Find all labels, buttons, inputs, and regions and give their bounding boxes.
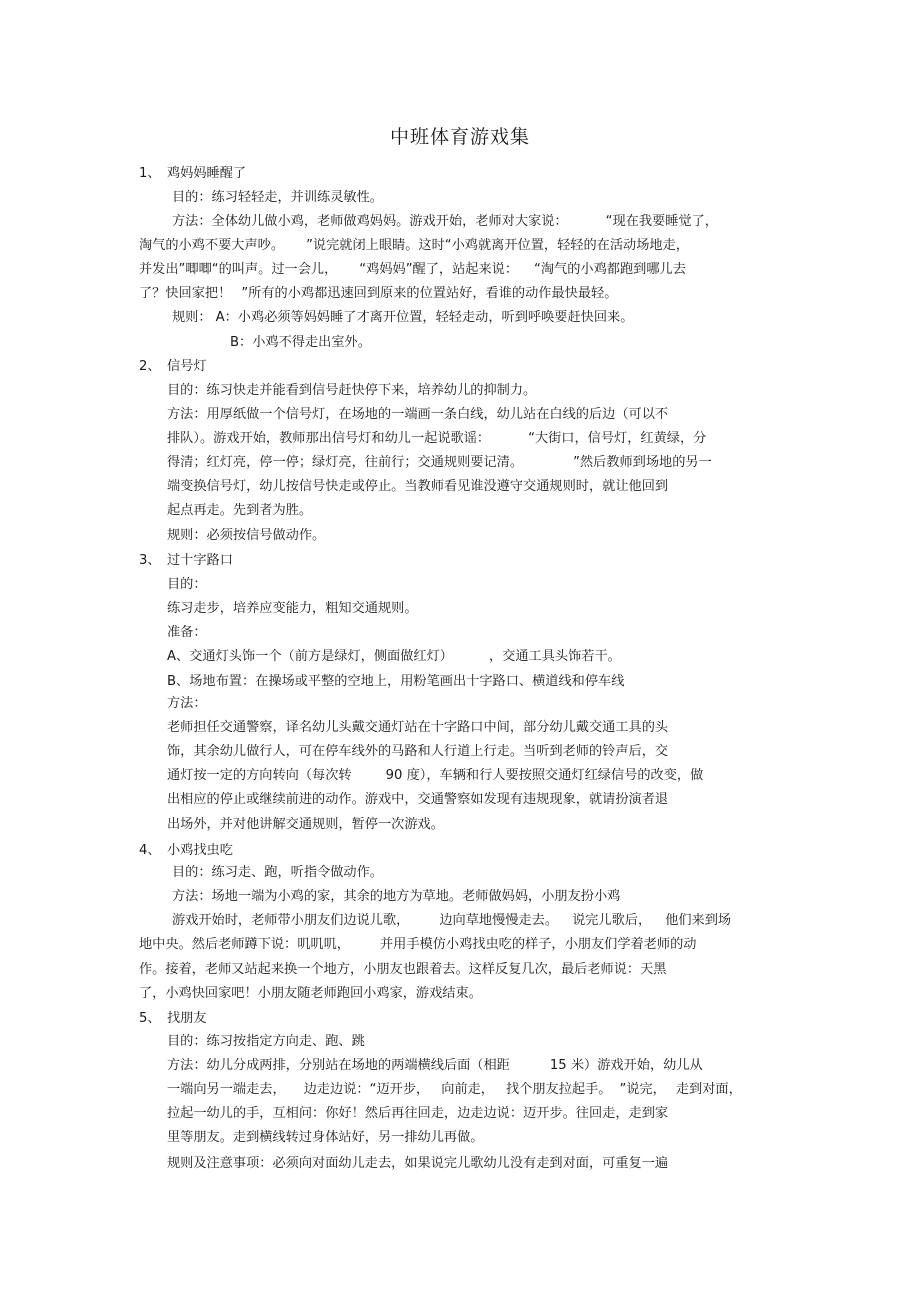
paragraph-line: 通灯按一定的方向转向（每次转 90 度），车辆和行人要按照交通灯红绿信号的改变，做 <box>167 768 704 783</box>
paragraph-line: 方法：场地一端为小鸡的家，其余的地方为草地。老师做妈妈，小朋友扮小鸡 <box>172 889 621 904</box>
paragraph-line: 老师担任交通警察，译名幼儿头戴交通灯站在十字路口中间，部分幼儿戴交通工具的头 <box>167 720 669 735</box>
paragraph-line: 了？快回家把！ ”所有的小鸡都迅速回到原来的位置站好，看谁的动作最快最轻。 <box>139 286 618 301</box>
paragraph-line: 方法：用厚纸做一个信号灯，在场地的一端画一条白线，幼儿站在白线的后边（可以不 <box>167 407 669 422</box>
section-heading: 鸡妈妈睡醒了 <box>167 166 247 181</box>
section-number: 1、 <box>139 166 161 181</box>
paragraph-line: 目的： <box>167 577 207 592</box>
page-title: 中班体育游戏集 <box>389 126 530 148</box>
paragraph-line: 里等朋友。走到横线转过身体站好，另一排幼儿再做。 <box>167 1130 484 1145</box>
paragraph-line: 作。接着，老师又站起来换一个地方，小朋友也跟着去。这样反复几次，最后老师说：天黑 <box>139 962 667 977</box>
paragraph-line: 规则：必须按信号做动作。 <box>167 528 326 543</box>
section-heading: 找朋友 <box>167 1011 207 1026</box>
paragraph-line: 地中央。然后老师蹲下说：叽叽叽， 并用手模仿小鸡找虫吃的样子，小朋友们学着老师的动 <box>139 937 697 952</box>
paragraph-line: 规则及注意事项：必须向对面幼儿走去，如果说完儿歌幼儿没有走到对面，可重复一遍 <box>167 1156 669 1171</box>
paragraph-line: 淘气的小鸡不要大声吵。 ”说完就闭上眼睛。这时“小鸡就离开位置，轻轻的在活动场地走， <box>139 238 689 253</box>
paragraph-line: 游戏开始时，老师带小朋友们边说儿歌， 边向草地慢慢走去。 说完儿歌后， 他们来到场 <box>172 913 732 928</box>
section-heading: 小鸡找虫吃 <box>167 843 233 858</box>
section-heading: 过十字路口 <box>167 553 233 568</box>
paragraph-line: 饰，其余幼儿做行人，可在停车线外的马路和人行道上行走。当听到老师的铃声后，交 <box>167 744 669 759</box>
paragraph-line: 方法：全体幼儿做小鸡，老师做鸡妈妈。游戏开始，老师对大家说： “现在我要睡觉了， <box>172 214 718 229</box>
paragraph-line: 出场外，并对他讲解交通规则，暂停一次游戏。 <box>167 817 444 832</box>
paragraph-line: 并发出”唧唧“的叫声。过一会儿， “鸡妈妈”醒了，站起来说： “淘气的小鸡都跑到哪儿去 <box>139 262 686 277</box>
paragraph-line: 出相应的停止或继续前进的动作。游戏中，交通警察如发现有违规现象，就请扮演者退 <box>167 792 669 807</box>
paragraph-line: 目的：练习快走并能看到信号赶快停下来，培养幼儿的抑制力。 <box>167 383 537 398</box>
section-number: 5、 <box>139 1011 161 1026</box>
section-heading: 信号灯 <box>167 359 207 374</box>
section-number: 3、 <box>139 553 161 568</box>
paragraph-line: 规则： A：小鸡必须等妈妈睡了才离开位置，轻轻走动，听到呼唤要赶快回来。 <box>172 310 634 325</box>
paragraph-line: 起点再走。先到者为胜。 <box>167 503 313 518</box>
paragraph-line: 方法：幼儿分成两排，分别站在场地的两端横线后面（相距 15 米）游戏开始，幼儿从 <box>167 1058 703 1073</box>
paragraph-line: 方法： <box>167 696 207 711</box>
paragraph-line: 了，小鸡快回家吧！小朋友随老师跑回小鸡家，游戏结束。 <box>139 986 482 1001</box>
paragraph-line: 练习走步，培养应变能力，粗知交通规则。 <box>167 601 418 616</box>
paragraph-line: 一端向另一端走去， 边走边说：“迈开步， 向前走， 找个朋友拉起手。 ”说完， 走到对面， <box>167 1082 742 1097</box>
paragraph-line: 排队）。游戏开始，教师那出信号灯和幼儿一起说歌谣： “大街口，信号灯，红黄绿，分 <box>167 431 707 446</box>
paragraph-line: 端变换信号灯，幼儿按信号快走或停止。当教师看见谁没遵守交通规则时，就让他回到 <box>167 479 669 494</box>
paragraph-line: 得清；红灯亮，停一停；绿灯亮，往前行；交通规则要记清。 ”然后教师到场地的另一 <box>167 455 712 470</box>
paragraph-line: B、场地布置：在操场或平整的空地上，用粉笔画出十字路口、横道线和停车线 <box>167 674 625 689</box>
paragraph-line: A、交通灯头饰一个（前方是绿灯，侧面做红灯） ，交通工具头饰若干。 <box>167 649 621 664</box>
section-number: 4、 <box>139 843 161 858</box>
paragraph-line: B：小鸡不得走出室外。 <box>230 335 371 350</box>
paragraph-line: 目的：练习轻轻走，并训练灵敏性。 <box>172 190 383 205</box>
section-number: 2、 <box>139 359 161 374</box>
paragraph-line: 准备： <box>167 625 207 640</box>
paragraph-line: 目的：练习按指定方向走、跑、跳 <box>167 1034 365 1049</box>
paragraph-line: 目的：练习走、跑，听指令做动作。 <box>172 865 383 880</box>
paragraph-line: 拉起一幼儿的手，互相问：你好！然后再往回走，边走边说：迈开步。往回走，走到家 <box>167 1106 669 1121</box>
